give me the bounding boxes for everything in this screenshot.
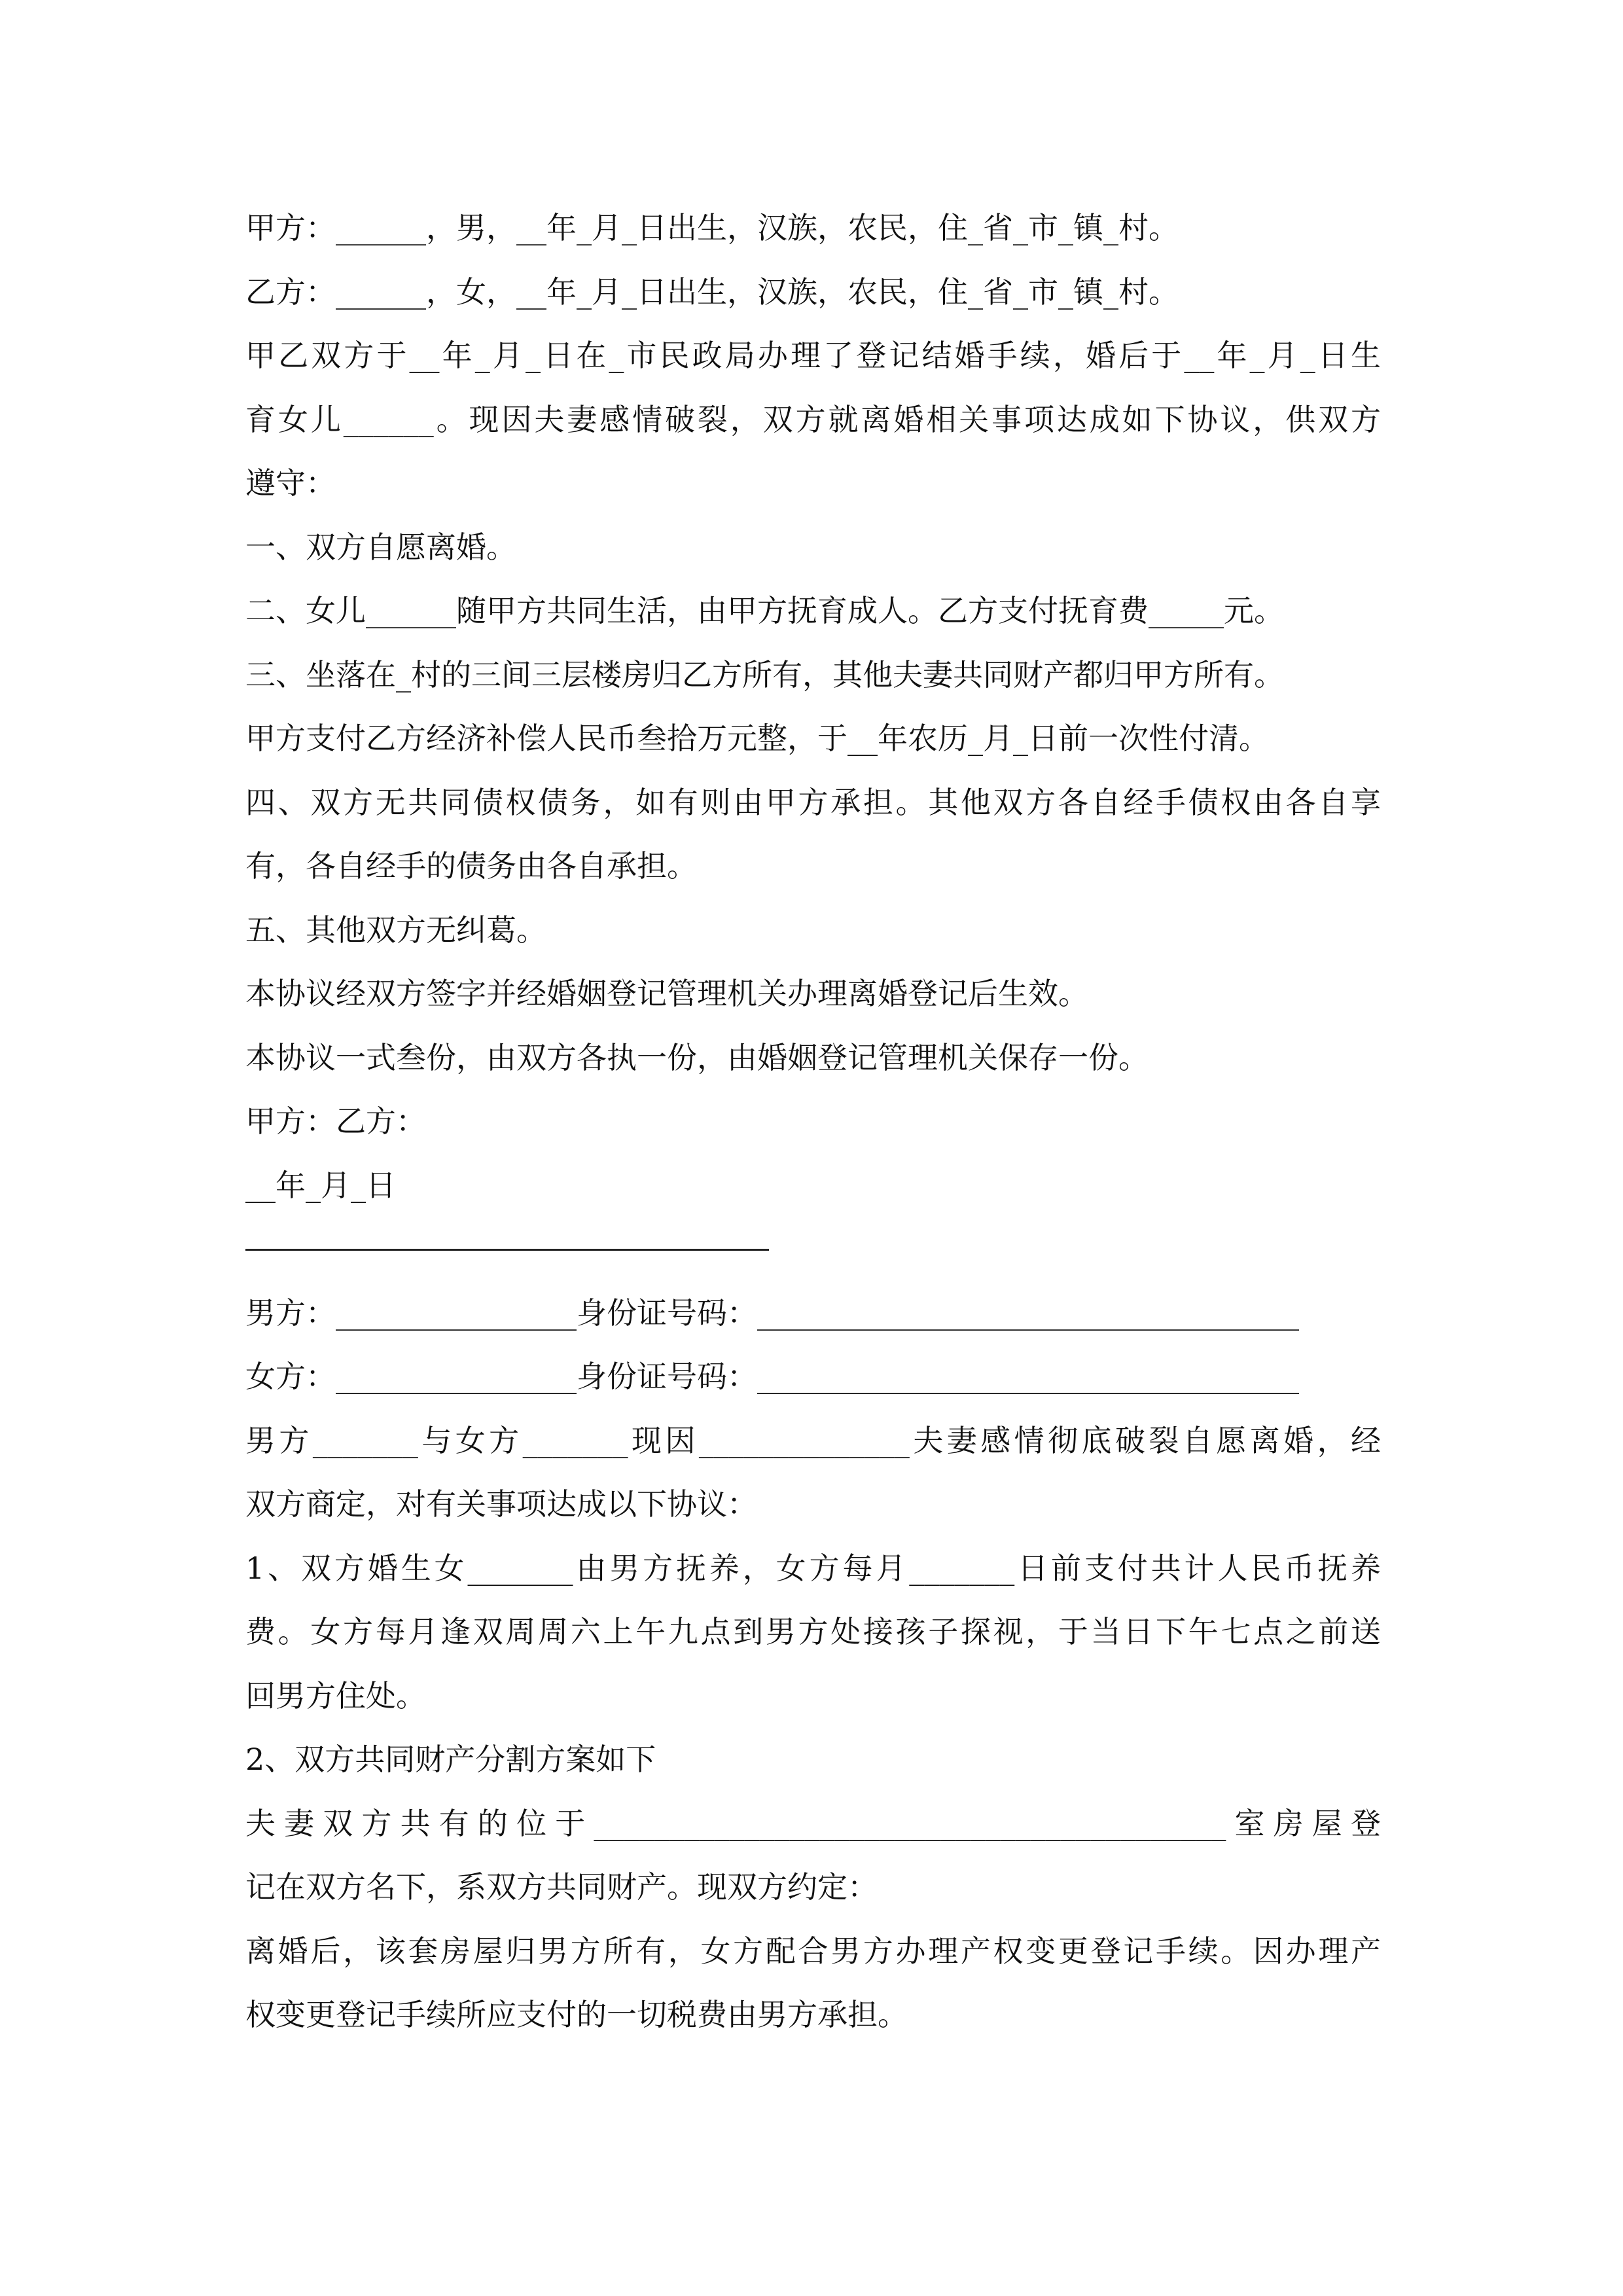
custody-clause-line-3: 回男方住处。 <box>245 1677 426 1713</box>
custody-clause-line-2: 费。女方每月逢双周周六上午九点到男方处接孩子探视，于当日下午七点之前送 <box>245 1614 1381 1649</box>
section-divider <box>245 1217 1381 1282</box>
document-body <box>245 196 1381 2047</box>
copies-clause: 本协议一式叁份，由双方各执一份，由婚姻登记管理机关保存一份。 <box>245 1039 1149 1075</box>
clause-2: 二、女儿______随甲方共同生活，由甲方抚育成人。乙方支付抚育费_____元。 <box>245 593 1284 628</box>
property-clause-line-3: 离婚后，该套房屋归男方所有，女方配合男方办理产权变更登记手续。因办理产 <box>245 1933 1381 1969</box>
property-clause-line-1: 夫妻双方共有的位于__________________________________________室房屋登 <box>245 1805 1381 1841</box>
marriage-info-line-2: 育女儿______。现因夫妻感情破裂，双方就离婚相关事项达成如下协议，供双方 <box>245 401 1381 437</box>
divider-bar <box>245 1249 769 1251</box>
male-party-id-line: 男方：________________身份证号码：____________________________________ <box>245 1295 1299 1331</box>
clause-1: 一、双方自愿离婚。 <box>245 529 516 565</box>
property-clause-line-2: 记在双方名下，系双方共同财产。现双方约定： <box>245 1869 878 1905</box>
marriage-info-line-3: 遵守： <box>245 465 336 501</box>
clause-4-line-2: 有，各自经手的债务由各自承担。 <box>245 848 697 884</box>
party-a-info: 甲方：______，男，__年_月_日出生，汉族，农民，住_省_市_镇_村。 <box>245 210 1179 245</box>
clause-5: 五、其他双方无纠葛。 <box>245 912 546 948</box>
female-party-id-line: 女方：________________身份证号码：____________________________________ <box>245 1359 1299 1394</box>
agreement-intro-line-2: 双方商定，对有关事项达成以下协议： <box>245 1486 757 1522</box>
clause-4-line-1: 四、双方无共同债权债务，如有则由甲方承担。其他双方各自经手债权由各自享 <box>245 784 1381 820</box>
effect-clause: 本协议经双方签字并经婚姻登记管理机关办理离婚登记后生效。 <box>245 976 1088 1011</box>
property-clause-title: 2、双方共同财产分割方案如下 <box>245 1742 656 1777</box>
agreement-intro-line-1: 男方_______与女方_______现因______________夫妻感情彻底破裂自愿离婚，经 <box>245 1422 1381 1458</box>
party-b-info: 乙方：______，女，__年_月_日出生，汉族，农民，住_省_市_镇_村。 <box>245 274 1179 310</box>
clause-3-line-1: 三、坐落在_村的三间三层楼房归乙方所有，其他夫妻共同财产都归甲方所有。 <box>245 656 1284 692</box>
signature-line: 甲方：乙方： <box>245 1103 426 1139</box>
date-line: __年_月_日 <box>245 1167 396 1203</box>
property-clause-line-4: 权变更登记手续所应支付的一切税费由男方承担。 <box>245 1997 908 2032</box>
custody-clause-line-1: 1、双方婚生女_______由男方抚养，女方每月_______日前支付共计人民币抚养 <box>245 1550 1381 1586</box>
marriage-info-line-1: 甲乙双方于__年_月_日在_市民政局办理了登记结婚手续，婚后于__年_月_日生 <box>245 338 1381 373</box>
clause-3-line-2: 甲方支付乙方经济补偿人民币叁拾万元整，于__年农历_月_日前一次性付清。 <box>245 721 1269 756</box>
